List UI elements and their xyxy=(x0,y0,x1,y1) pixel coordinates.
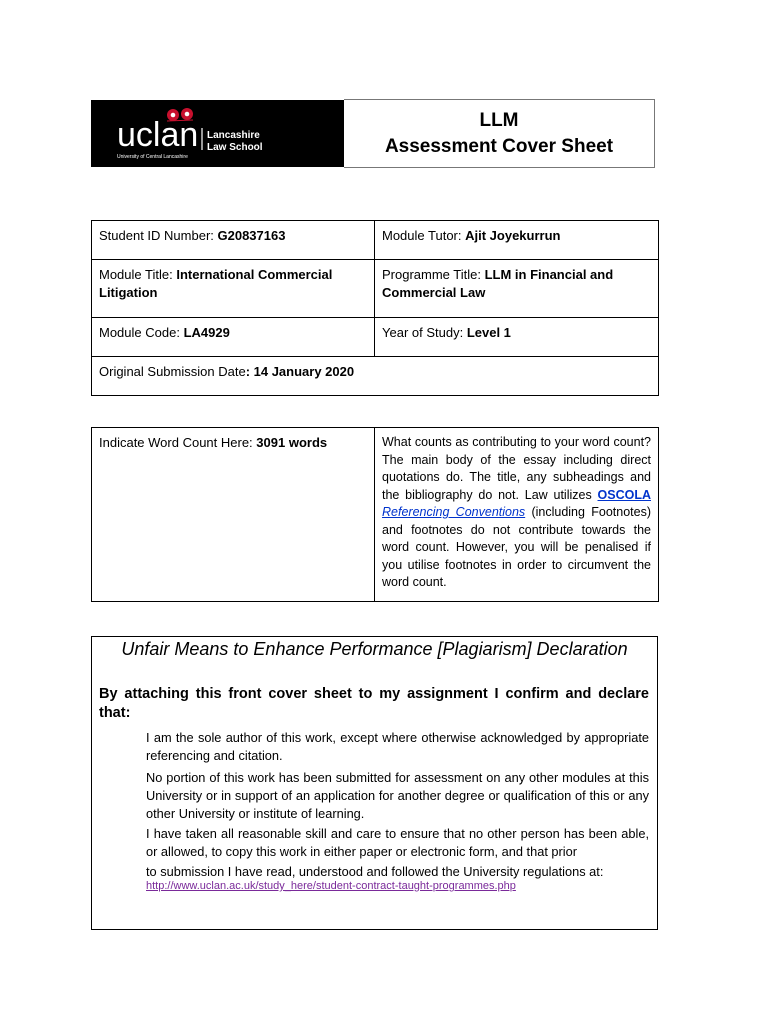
year-of-study-label: Year of Study: xyxy=(382,325,467,340)
oscola-label: OSCOLA xyxy=(597,487,651,502)
student-info-table xyxy=(91,220,659,396)
word-count-table xyxy=(91,427,659,602)
declaration-title: Unfair Means to Enhance Performance [Plagiarism] Declaration xyxy=(121,639,628,659)
programme-title-cell xyxy=(375,260,659,318)
table-row xyxy=(92,357,659,396)
logo-tagline: University of Central Lancashire xyxy=(117,154,188,160)
module-title-cell xyxy=(92,260,375,318)
module-tutor-value: Ajit Joyekurrun xyxy=(465,228,561,243)
submission-date-value: : 14 January 2020 xyxy=(245,364,355,379)
plagiarism-declaration xyxy=(91,636,658,930)
declaration-point-1: I am the sole author of this work, except where otherwise acknowledged by appropriate referencing and citation. xyxy=(146,730,649,763)
module-code-value: LA4929 xyxy=(183,325,230,340)
logo-school-line2: Law School xyxy=(207,142,263,153)
declaration-point-3: I have taken all reasonable skill and care to ensure that no other person has been able, or allowed, to copy this work in either paper or electronic form, and that prior xyxy=(146,826,649,859)
year-of-study-cell xyxy=(375,318,659,357)
student-id-cell xyxy=(92,221,375,260)
module-code-cell xyxy=(92,318,375,357)
uclan-logo-graphic xyxy=(91,100,344,167)
regulations-link[interactable]: http://www.uclan.ac.uk/study_here/student-contract-taught-programmes.php xyxy=(146,880,516,892)
table-row xyxy=(92,318,659,357)
word-count-value: 3091 words xyxy=(256,435,328,450)
module-tutor-cell xyxy=(375,221,659,260)
referencing-conventions-label: Referencing Conventions xyxy=(382,505,526,519)
student-id-label: Student ID Number: xyxy=(99,228,218,243)
programme-title-value: LLM in Financial and Commercial Law xyxy=(382,267,614,300)
module-title-label: Module Title: xyxy=(99,267,177,282)
module-tutor-label: Module Tutor: xyxy=(382,228,466,243)
programme-title-label: Programme Title: xyxy=(382,267,485,282)
title-box xyxy=(344,99,655,168)
submission-date-cell xyxy=(92,357,659,396)
title-line-2: Assessment Cover Sheet xyxy=(384,135,614,157)
word-count-label: Indicate Word Count Here: xyxy=(99,435,257,450)
module-code-label: Module Code: xyxy=(99,325,184,340)
table-row xyxy=(92,428,659,602)
word-count-note-after: (including Footnotes) and footnotes do not contribute towards the word count. However, you will be penalised if you utilise footnotes in order to circumvent the word count. xyxy=(382,505,651,589)
word-count-note-before: What counts as contributing to your word count? The main body of the essay including direct quotations do. The title, any subheadings and the bibliography do not. Law utilizes xyxy=(382,435,651,502)
declaration-lead: By attaching this front cover sheet to my assignment I confirm and declare that: xyxy=(99,686,649,721)
uclan-logo xyxy=(91,100,344,167)
module-title-value: International Commercial Litigation xyxy=(99,267,333,300)
table-row xyxy=(92,260,659,318)
submission-date-label: Original Submission Date xyxy=(99,364,246,379)
word-count-cell xyxy=(92,428,375,602)
word-count-note xyxy=(375,428,659,602)
declaration-point-2: No portion of this work has been submitted for assessment on any other modules at this University or in support of an application for another degree or qualification of this or any other University or institute of learning. xyxy=(146,770,649,821)
declaration-point-4: to submission I have read, understood and followed the University regulations at: xyxy=(146,864,604,879)
logo-wordmark: uclan xyxy=(117,116,199,154)
logo-school-line1: Lancashire xyxy=(207,130,260,141)
title-line-1: LLM xyxy=(479,109,519,131)
student-id-value: G20837163 xyxy=(217,228,286,243)
table-row xyxy=(92,221,659,260)
year-of-study-value: Level 1 xyxy=(466,325,511,340)
